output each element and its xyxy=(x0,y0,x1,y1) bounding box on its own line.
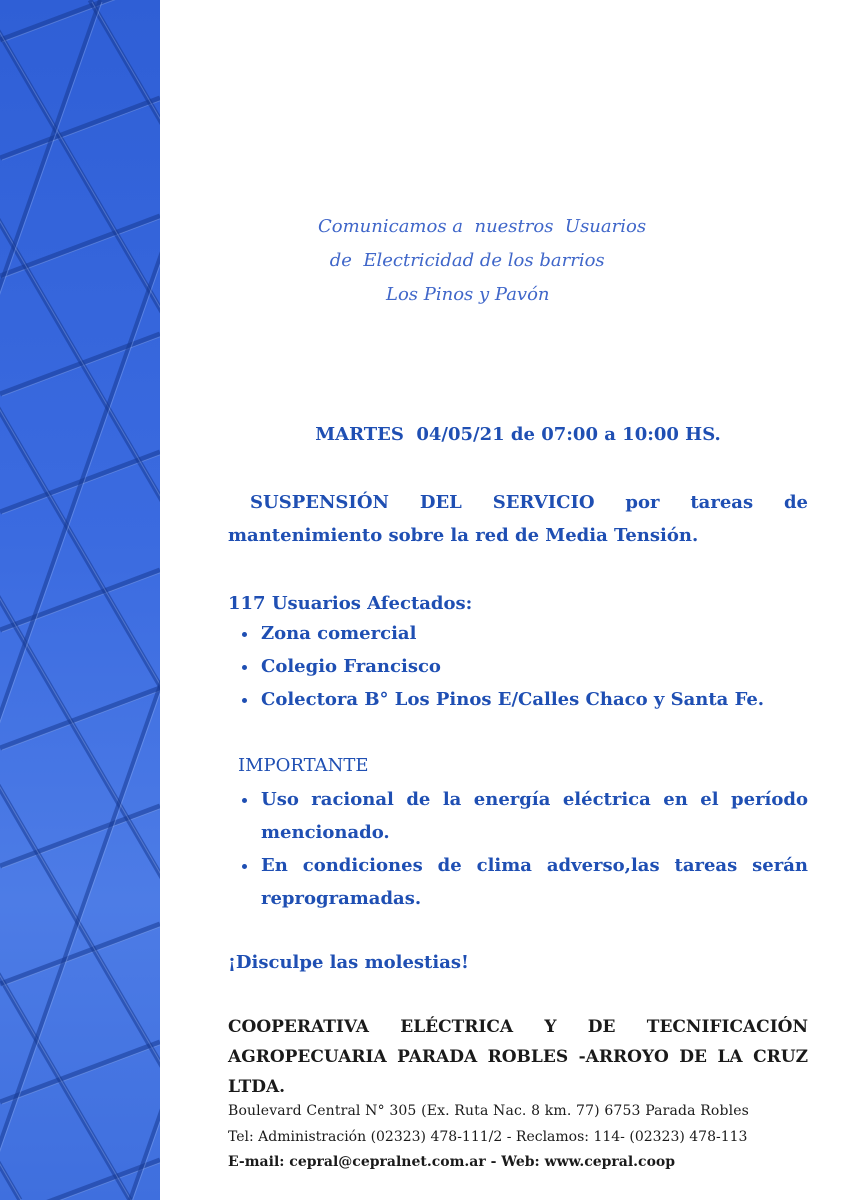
suspension-line-2: mantenimiento sobre la red de Media Tensión. xyxy=(228,525,699,546)
important-list xyxy=(228,783,808,915)
intro-line-1: Comunicamos a nuestros Usuarios xyxy=(318,216,647,237)
suspension-notice xyxy=(228,486,808,552)
list-item: Colectora B° Los Pinos E/Calles Chaco y Santa Fe. xyxy=(228,683,808,716)
list-item: Uso racional de la energía eléctrica en el período mencionado. xyxy=(228,783,808,849)
intro-line-3: Los Pinos y Pavón xyxy=(386,284,550,305)
outage-date-time: MARTES 04/05/21 de 07:00 a 10:00 HS. xyxy=(315,424,721,445)
phone-line: Tel: Administración (02323) 478-111/2 - Reclamos: 114- (02323) 478-113 xyxy=(228,1129,748,1145)
intro-message xyxy=(228,210,738,312)
intro-line-2: de Electricidad de los barrios xyxy=(324,250,605,271)
decorative-side-panel xyxy=(0,0,160,1200)
cooperative-name: COOPERATIVA ELÉCTRICA Y DE TECNIFICACIÓN AGROPECUARIA PARADA ROBLES -ARROYO DE LA CRUZ LTDA. xyxy=(228,1017,808,1097)
list-item: Colegio Francisco xyxy=(228,650,808,683)
geometric-lattice-graphic xyxy=(0,0,160,1200)
list-item: Zona comercial xyxy=(228,617,808,650)
suspension-line-1: SUSPENSIÓN DEL SERVICIO por tareas de xyxy=(250,492,808,513)
affected-users-heading: 117 Usuarios Afectados: xyxy=(228,593,473,614)
important-heading: IMPORTANTE xyxy=(238,755,369,776)
contact-line: E-mail: cepral@cepralnet.com.ar - Web: www.cepral.coop xyxy=(228,1154,676,1170)
apology-text: ¡Disculpe las molestias! xyxy=(228,952,469,973)
affected-areas-list xyxy=(228,617,808,716)
list-item: En condiciones de clima adverso,las tareas serán reprogramadas. xyxy=(228,849,808,915)
address-line: Boulevard Central N° 305 (Ex. Ruta Nac. 8 km. 77) 6753 Parada Robles xyxy=(228,1103,749,1119)
